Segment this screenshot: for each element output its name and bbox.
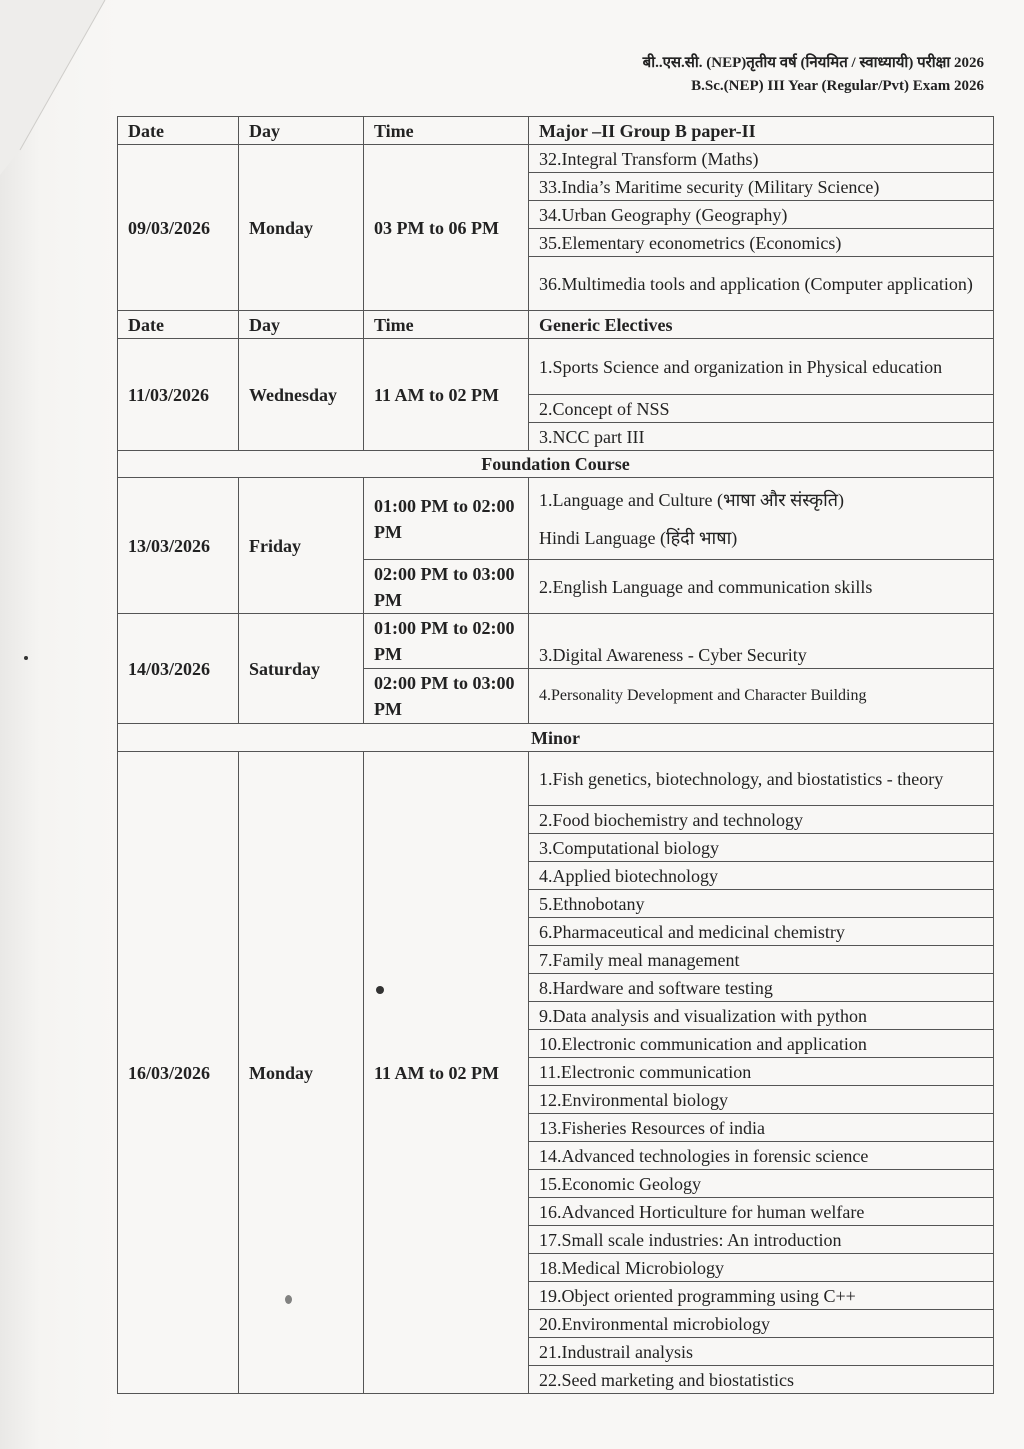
minor-paper: 11.Electronic communication — [529, 1058, 994, 1086]
foundation-paper — [529, 478, 994, 560]
scan-speck — [376, 986, 384, 994]
minor-paper: 3.Computational biology — [529, 834, 994, 862]
minor-paper: 22.Seed marketing and biostatistics — [529, 1366, 994, 1394]
foundation-date-1: 13/03/2026 — [118, 478, 239, 614]
minor-paper: 21.Industrail analysis — [529, 1338, 994, 1366]
major-paper: 33.India’s Maritime security (Military Science) — [529, 173, 994, 201]
foundation-day-2: Saturday — [239, 614, 364, 724]
minor-day: Monday — [239, 752, 364, 1394]
minor-paper: 16.Advanced Horticulture for human welfare — [529, 1198, 994, 1226]
minor-paper: 10.Electronic communication and application — [529, 1030, 994, 1058]
major-paper: 35.Elementary econometrics (Economics) — [529, 229, 994, 257]
foundation-time: 01:00 PM to 02:00 PM — [364, 614, 529, 669]
major-heading: Major –II Group B paper-II — [529, 117, 994, 145]
minor-paper: 15.Economic Geology — [529, 1170, 994, 1198]
date-header: Date — [118, 117, 239, 145]
minor-date: 16/03/2026 — [118, 752, 239, 1394]
minor-paper: 18.Medical Microbiology — [529, 1254, 994, 1282]
foundation-paper-line: 1.Language and Culture (भाषा और संस्कृति) — [539, 489, 845, 510]
major-header-row — [118, 117, 994, 145]
foundation-paper: 2.English Language and communication skills — [529, 560, 994, 614]
generic-header-row — [118, 311, 994, 339]
minor-paper: 17.Small scale industries: An introduction — [529, 1226, 994, 1254]
generic-paper: 2.Concept of NSS — [529, 395, 994, 423]
minor-paper: 13.Fisheries Resources of india — [529, 1114, 994, 1142]
minor-heading: Minor — [118, 724, 994, 752]
generic-time: 11 AM to 02 PM — [364, 339, 529, 451]
time-header: Time — [364, 311, 529, 339]
date-header: Date — [118, 311, 239, 339]
foundation-time: 02:00 PM to 03:00 PM — [364, 560, 529, 614]
minor-paper: 4.Applied biotechnology — [529, 862, 994, 890]
minor-paper: 20.Environmental microbiology — [529, 1310, 994, 1338]
major-date: 09/03/2026 — [118, 145, 239, 311]
day-header: Day — [239, 117, 364, 145]
minor-paper: 5.Ethnobotany — [529, 890, 994, 918]
minor-paper: 19.Object oriented programming using C++ — [529, 1282, 994, 1310]
generic-date: 11/03/2026 — [118, 339, 239, 451]
foundation-paper: 3.Digital Awareness - Cyber Security — [529, 614, 994, 669]
minor-paper: 1.Fish genetics, biotechnology, and biostatistics - theory — [529, 752, 994, 806]
hindi-title: बी..एस.सी. (NEP)तृतीय वर्ष (नियमित / स्वाध्यायी) परीक्षा 2026 — [642, 55, 984, 71]
minor-paper: 12.Environmental biology — [529, 1086, 994, 1114]
generic-paper: 1.Sports Science and organization in Physical education — [529, 339, 994, 395]
foundation-day-1: Friday — [239, 478, 364, 614]
generic-paper: 3.NCC part III — [529, 423, 994, 451]
scan-speck — [24, 656, 28, 660]
minor-paper: 8.Hardware and software testing — [529, 974, 994, 1002]
minor-paper: 7.Family meal management — [529, 946, 994, 974]
foundation-heading: Foundation Course — [118, 451, 994, 478]
generic-day: Wednesday — [239, 339, 364, 451]
exam-header — [643, 52, 984, 98]
time-header: Time — [364, 117, 529, 145]
scan-speck — [285, 1295, 292, 1304]
foundation-time: 02:00 PM to 03:00 PM — [364, 669, 529, 724]
major-day: Monday — [239, 145, 364, 311]
table-row — [118, 145, 994, 173]
major-paper: 32.Integral Transform (Maths) — [529, 145, 994, 173]
major-paper: 36.Multimedia tools and application (Computer application) — [529, 257, 994, 311]
exam-timetable — [117, 116, 994, 1394]
minor-time: 11 AM to 02 PM — [364, 752, 529, 1394]
foundation-paper: 4.Personality Development and Character Building — [529, 669, 994, 724]
minor-paper: 6.Pharmaceutical and medicinal chemistry — [529, 918, 994, 946]
minor-paper: 2.Food biochemistry and technology — [529, 806, 994, 834]
generic-heading: Generic Electives — [529, 311, 994, 339]
major-paper: 34.Urban Geography (Geography) — [529, 201, 994, 229]
day-header: Day — [239, 311, 364, 339]
page-fold-edge — [0, 0, 120, 200]
minor-paper: 14.Advanced technologies in forensic science — [529, 1142, 994, 1170]
foundation-paper-line: Hindi Language (हिंदी भाषा) — [539, 527, 738, 548]
foundation-date-2: 14/03/2026 — [118, 614, 239, 724]
major-time: 03 PM to 06 PM — [364, 145, 529, 311]
minor-paper: 9.Data analysis and visualization with python — [529, 1002, 994, 1030]
foundation-time: 01:00 PM to 02:00 PM — [364, 478, 529, 560]
english-title: B.Sc.(NEP) III Year (Regular/Pvt) Exam 2026 — [691, 78, 984, 94]
